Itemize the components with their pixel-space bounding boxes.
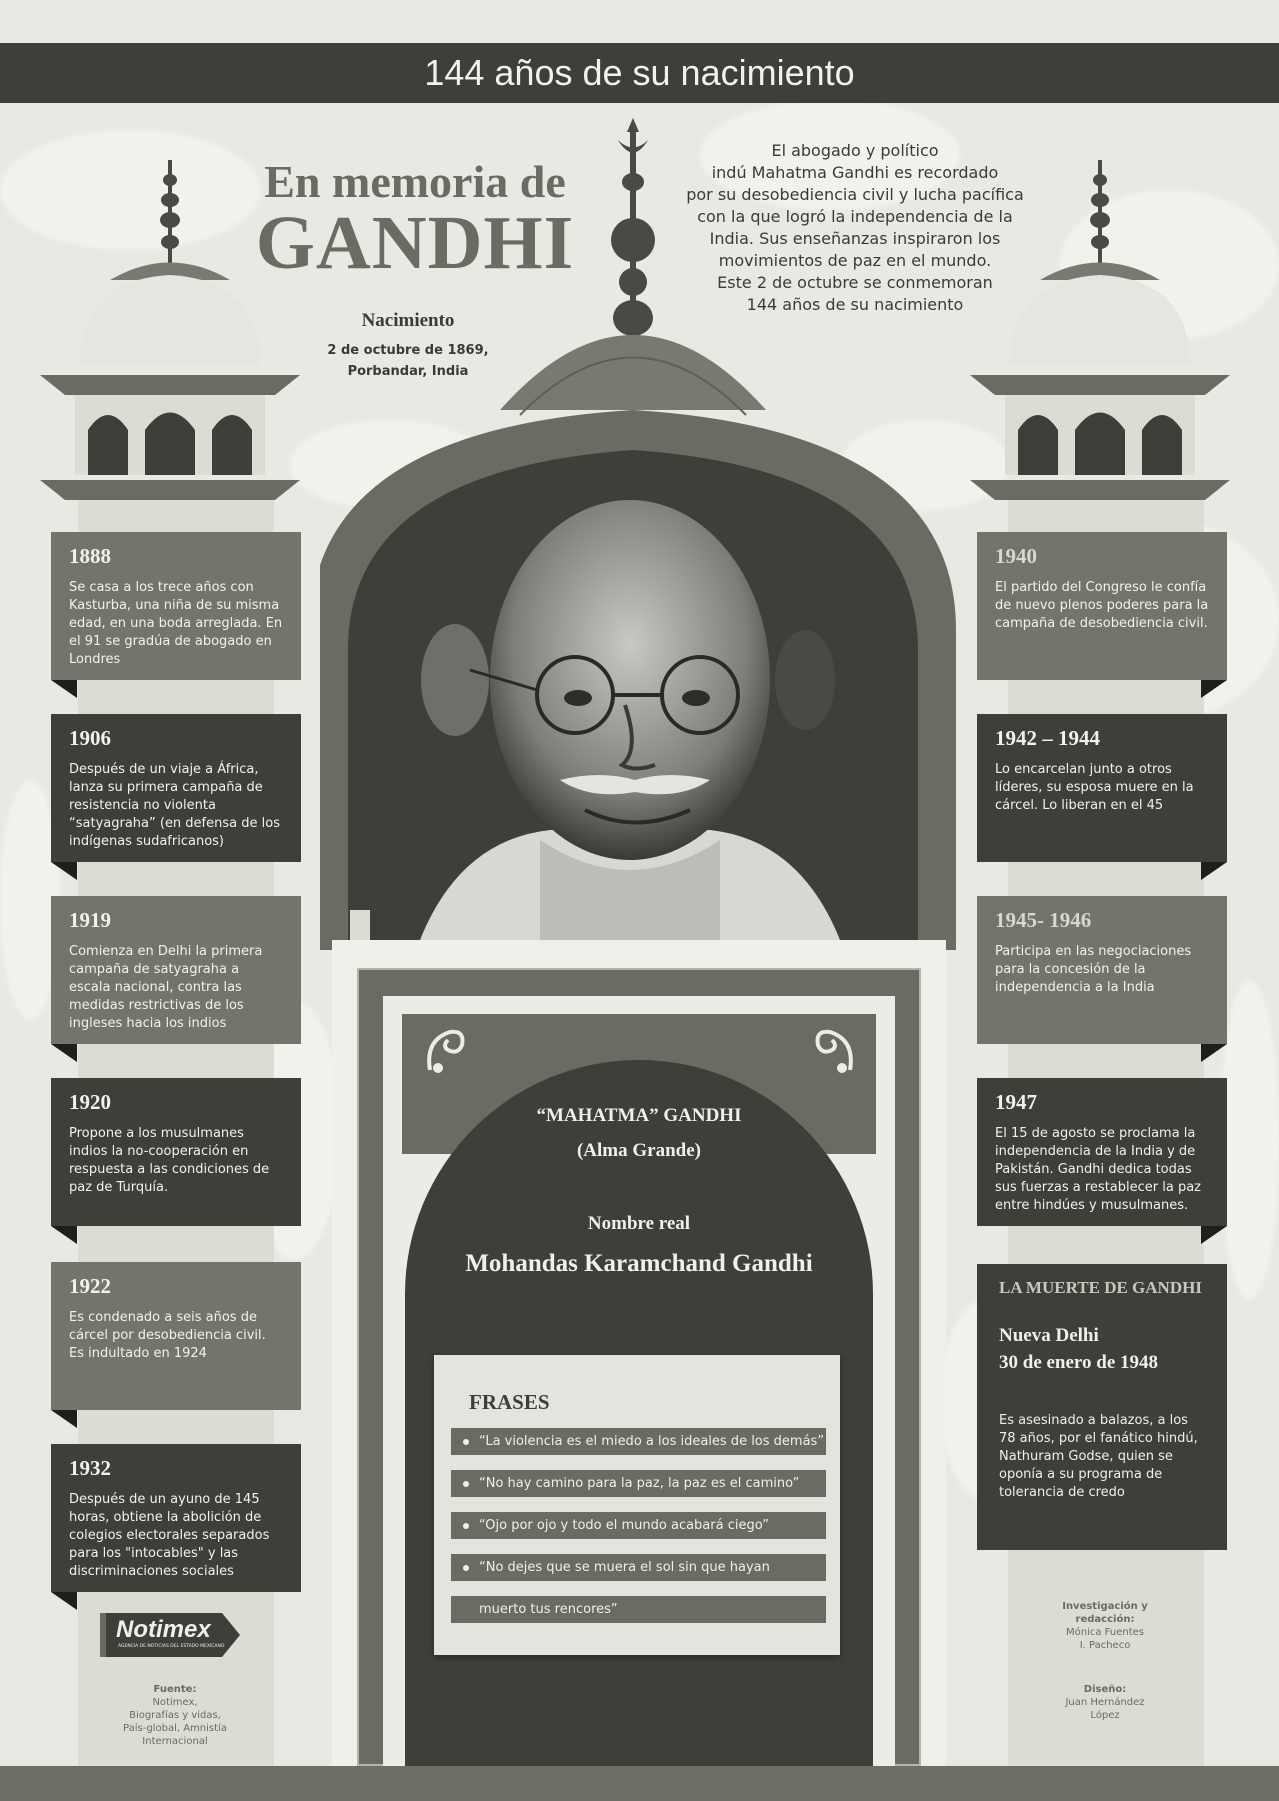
intro-paragraph [685,140,1025,316]
timeline-item-1947 [977,1078,1227,1226]
timeline-item-1932 [51,1444,301,1592]
ribbon-fold [1201,680,1227,698]
ribbon-fold [51,862,77,880]
ribbon-fold [1201,1226,1227,1244]
timeline-item-1906 [51,714,301,862]
quote-item [451,1554,826,1581]
logo-tagline: AGENCIA DE NOTICIAS DEL ESTADO MEXICANO [118,1644,225,1649]
death-place: Nueva Delhi [999,1325,1099,1346]
birth-date-line-1: 2 de octubre de 1869, [327,343,489,358]
ribbon-fold [51,1410,77,1428]
timeline-text: Después de un ayuno de 145 horas, obtiene la abolición de colegios electorales separados para los "intocables" y las discriminaciones sociales [69,1492,270,1579]
research-label: redacción: [1075,1614,1135,1625]
intro-line: por su desobediencia civil y lucha pacífica [686,185,1024,204]
flourish-icon [810,1020,860,1080]
timeline-year: 1919 [69,908,111,932]
timeline-text: Lo encarcelan junto a otros líderes, su esposa muere en la cárcel. Lo liberan en el 45 [995,762,1194,813]
research-credit [1040,1600,1170,1652]
intro-line: con la que logró la independencia de la [697,207,1013,226]
death-panel [977,1264,1227,1550]
timeline-text: Comienza en Delhi la primera campaña de satyagraha a escala nacional, contra las medidas restrictivas de los ingleses hacia los indios [69,944,263,1031]
intro-line: movimientos de paz en el mundo. [718,251,992,270]
mahatma-label: “MAHATMA” GANDHI [536,1105,742,1126]
quote-item-continued [451,1596,826,1623]
ribbon-fold [51,680,77,698]
intro-line: indú Mahatma Gandhi es recordado [711,163,999,182]
timeline-year: 1940 [995,544,1037,568]
design-name: Juan Hernández [1065,1697,1145,1708]
bullet-icon [463,1439,469,1445]
timeline-text: El 15 de agosto se proclama la independencia de la India y de Pakistán. Gandhi dedica todas sus fuerzas a restablecer la paz entre hindúes y musulmanes. [995,1126,1202,1213]
title-line-1: En memoria de [264,156,566,207]
bullet-icon [463,1481,469,1487]
birth-heading: Nacimiento [361,310,455,331]
ribbon-fold [1201,862,1227,880]
timeline-text: Es condenado a seis años de cárcel por desobediencia civil. Es indultado en 1924 [69,1310,266,1361]
real-name-label: Nombre real [587,1213,691,1234]
timeline-text: Participa en las negociaciones para la concesión de la independencia a la India [995,944,1192,995]
death-text: Es asesinado a balazos, a los 78 años, por el fanático hindú, Nathuram Godse, quien se oponía a su programa de tolerancia de credo [999,1413,1198,1500]
gandhi-portrait [400,480,860,940]
death-title: LA MUERTE DE GANDHI [999,1278,1202,1297]
ribbon-fold [51,1044,77,1062]
sources-line: Internacional [142,1736,208,1747]
quote-text: “No hay camino para la paz, la paz es el camino” [479,1476,800,1491]
bottom-bar [0,1766,1279,1801]
design-label: Diseño: [1083,1684,1127,1695]
timeline-year: 1945- 1946 [995,908,1092,932]
research-label: Investigación y [1062,1601,1148,1612]
quote-text: “Ojo por ojo y todo el mundo acabará ciego” [479,1518,769,1533]
timeline-item-1920 [51,1078,301,1226]
intro-line: Este 2 de octubre se conmemoran [717,273,993,292]
timeline-year: 1922 [69,1274,111,1298]
sources-label: Fuente: [153,1684,197,1695]
timeline-text: Después de un viaje a África, lanza su primera campaña de resistencia no violenta “satyagraha” (en defensa de los indígenas sudafricanos) [69,762,280,849]
timeline-item-1942-1944 [977,714,1227,862]
intro-line: 144 años de su nacimiento [746,295,964,314]
intro-line: El abogado y político [771,141,939,160]
timeline-year: 1947 [995,1090,1037,1114]
bullet-icon [463,1565,469,1571]
alma-grande-label: (Alma Grande) [576,1140,701,1161]
timeline-year: 1942 – 1944 [995,726,1100,750]
notimex-logo [100,1613,240,1657]
quote-item [451,1512,826,1539]
intro-line: India. Sus enseñanzas inspiraron los [709,229,1001,248]
quote-item [451,1428,826,1455]
timeline-item-1919 [51,896,301,1044]
timeline-year: 1920 [69,1090,111,1114]
quote-text: “La violencia es el miedo a los ideales de los demás” [479,1434,825,1449]
birth-date-line-2: Porbandar, India [347,364,469,379]
quote-item [451,1470,826,1497]
sources-line: Notimex, [152,1697,198,1708]
bullet-icon [463,1523,469,1529]
logo-name: Notimex [116,1616,211,1643]
timeline-item-1888 [51,532,301,680]
title-line-2: GANDHI [255,201,575,285]
design-credit [1040,1683,1170,1722]
sources-line: País-global, Amnistía [123,1723,227,1734]
banner-title: 144 años de su nacimiento [424,52,855,93]
sources-line: Biografías y vidas, [129,1710,221,1721]
timeline-item-1940 [977,532,1227,680]
timeline-item-1945-1946 [977,896,1227,1044]
ribbon-fold [51,1226,77,1244]
ribbon-fold [1201,1044,1227,1062]
sources-credit [110,1683,240,1748]
research-name: I. Pacheco [1079,1640,1131,1651]
top-banner [0,43,1279,103]
death-date: 30 de enero de 1948 [999,1352,1159,1373]
real-name: Mohandas Karamchand Gandhi [465,1250,813,1277]
timeline-item-1922 [51,1262,301,1410]
timeline-year: 1932 [69,1456,111,1480]
timeline-text: El partido del Congreso le confía de nuevo plenos poderes para la campaña de desobediencia civil. [995,580,1209,631]
flourish-icon [420,1020,470,1080]
quote-text: muerto tus rencores” [479,1602,618,1617]
birth-date [318,340,498,382]
timeline-year: 1888 [69,544,111,568]
design-name: López [1090,1710,1120,1721]
quote-text: “No dejes que se muera el sol sin que hayan [479,1560,770,1575]
timeline-text: Propone a los musulmanes indios la no-cooperación en respuesta a las condiciones de paz de Turquía. [69,1126,270,1195]
research-name: Mónica Fuentes [1066,1627,1144,1638]
timeline-text: Se casa a los trece años con Kasturba, una niña de su misma edad, en una boda arreglada. En el 91 se gradúa de abogado en Londres [69,580,283,667]
ribbon-fold [51,1592,77,1610]
frases-title: FRASES [469,1390,550,1414]
timeline-year: 1906 [69,726,111,750]
